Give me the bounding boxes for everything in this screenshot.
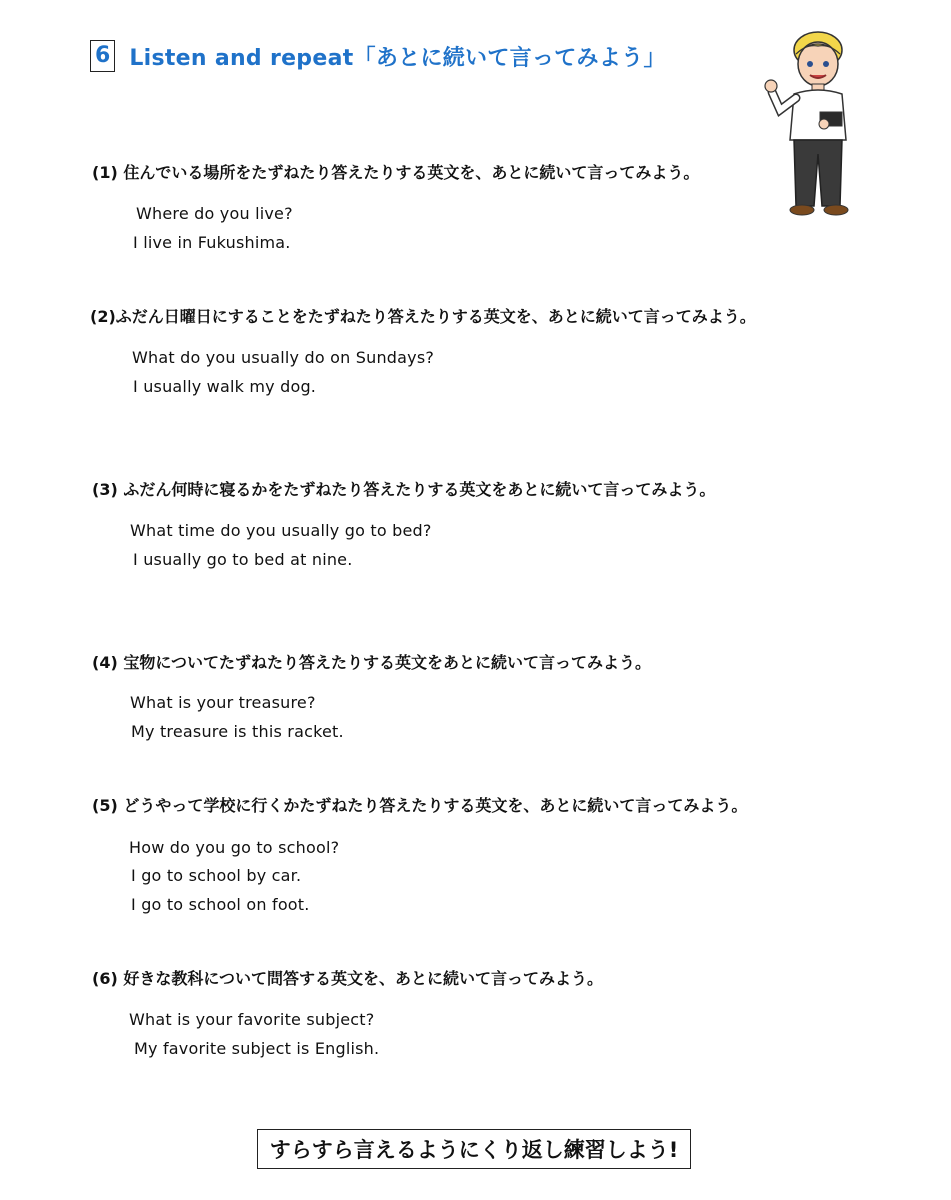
practice-note: すらすら言えるようにくり返し練習しよう! xyxy=(257,1129,691,1169)
english-line: I usually walk my dog. xyxy=(133,377,317,396)
english-line: I go to school by car. xyxy=(131,866,302,885)
english-line: What do you usually do on Sundays? xyxy=(132,348,435,367)
section-header xyxy=(90,38,666,74)
section-number: 6 xyxy=(90,40,115,72)
teacher-illustration-icon xyxy=(760,28,870,218)
instruction-5: (5) どうやって学校に行くかたずねたり答えたりする英文を、あとに続いて言ってみよう。 xyxy=(92,796,748,815)
english-line: My treasure is this racket. xyxy=(131,722,344,741)
english-line: I live in Fukushima. xyxy=(133,233,291,252)
english-line: Where do you live? xyxy=(136,204,293,223)
english-line: I go to school on foot. xyxy=(131,895,310,914)
instruction-6: (6) 好きな教科について問答する英文を、あとに続いて言ってみよう。 xyxy=(92,969,604,988)
section-title: Listen and repeat「あとに続いて言ってみよう」 xyxy=(129,45,666,71)
english-line: My favorite subject is English. xyxy=(134,1039,380,1058)
instruction-2: (2)ふだん日曜日にすることをたずねたり答えたりする英文を、あとに続いて言ってみよう。 xyxy=(90,307,756,326)
instruction-1: (1) 住んでいる場所をたずねたり答えたりする英文を、あとに続いて言ってみよう。 xyxy=(92,163,700,182)
english-line: How do you go to school? xyxy=(129,838,340,857)
english-line: What is your treasure? xyxy=(130,693,316,712)
instruction-3: (3) ふだん何時に寝るかをたずねたり答えたりする英文をあとに続いて言ってみよう。 xyxy=(92,480,716,499)
instruction-4: (4) 宝物についてたずねたり答えたりする英文をあとに続いて言ってみよう。 xyxy=(92,653,652,672)
english-line: I usually go to bed at nine. xyxy=(133,550,353,569)
english-line: What time do you usually go to bed? xyxy=(130,521,432,540)
english-line: What is your favorite subject? xyxy=(129,1010,375,1029)
